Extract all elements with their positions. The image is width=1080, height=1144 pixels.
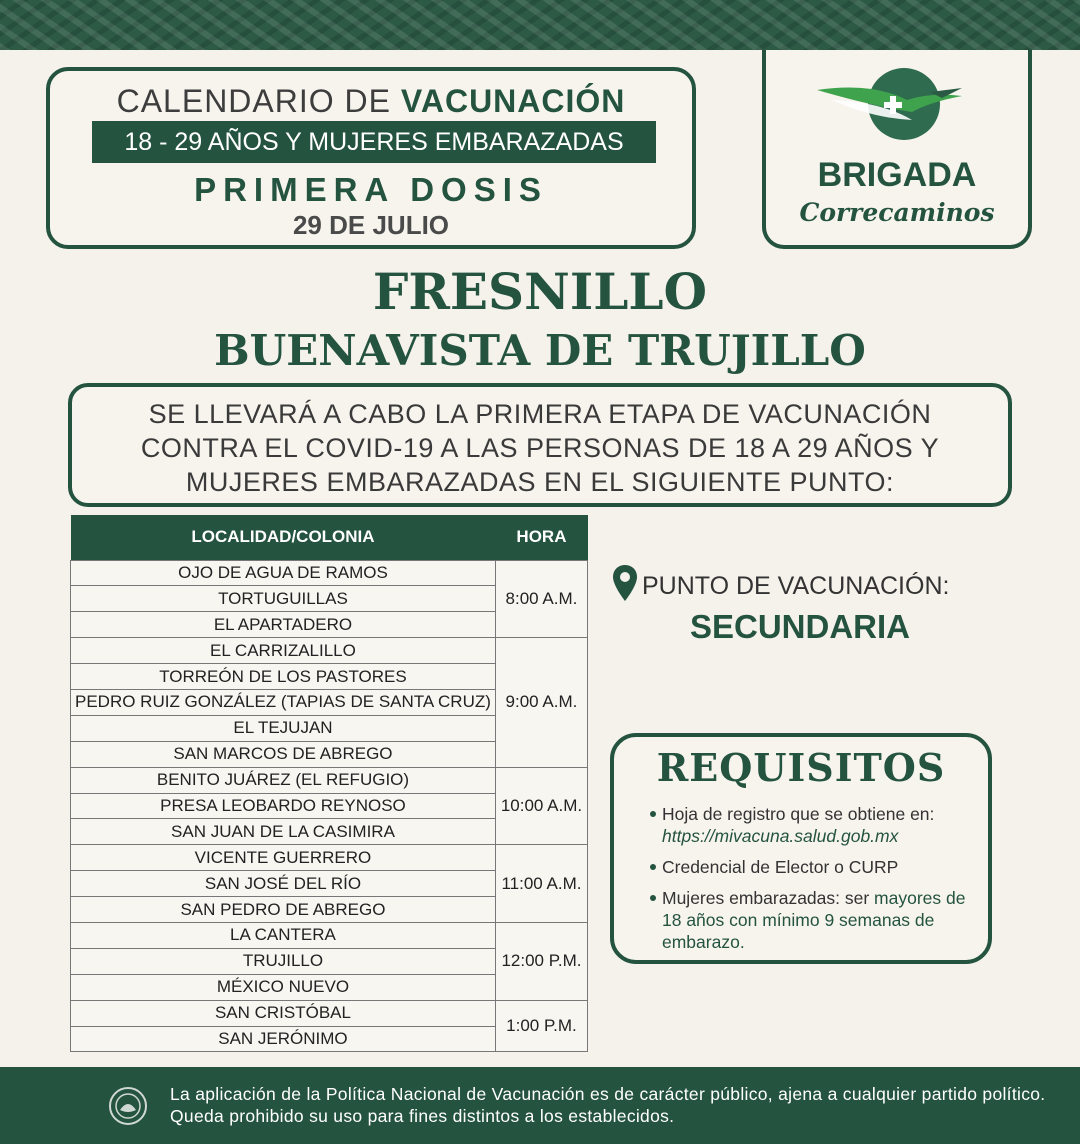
registration-link[interactable]: https://mivacuna.salud.gob.mx — [662, 826, 899, 846]
place-title: BUENAVISTA DE TRUJILLO — [214, 326, 866, 375]
locality-cell: MÉXICO NUEVO — [71, 974, 496, 1000]
locality-cell: TORTUGUILLAS — [71, 586, 496, 612]
vaccination-point-label: PUNTO DE VACUNACIÓN: — [642, 572, 950, 600]
calendar-header-box — [46, 67, 696, 249]
table-row — [71, 560, 588, 586]
time-cell: 9:00 A.M. — [495, 638, 587, 767]
requirement-item: Hoja de registro que se obtiene en: https://mivacuna.salud.gob.mx — [650, 803, 980, 847]
locality-cell: SAN PEDRO DE ABREGO — [71, 897, 496, 923]
vaccination-date: 29 DE JULIO — [292, 210, 450, 240]
time-cell: 10:00 A.M. — [495, 767, 587, 845]
locality-cell: SAN JOSÉ DEL RÍO — [71, 871, 496, 897]
locality-cell: SAN CRISTÓBAL — [71, 1000, 496, 1026]
table-row — [71, 845, 588, 871]
locality-cell: PEDRO RUIZ GONZÁLEZ (TAPIAS DE SANTA CRUZ) — [71, 689, 496, 715]
footer-bar — [0, 1067, 1080, 1144]
table-row — [71, 922, 588, 948]
brigada-name: BRIGADA — [817, 156, 977, 194]
requirement-item: Credencial de Elector o CURP — [650, 856, 980, 878]
location-pin-icon — [612, 564, 638, 602]
footer-disclaimer: La aplicación de la Política Nacional de Vacunación es de carácter público, ajena a cualquier partido político. Queda prohibido su uso para fines distintos a los establecidos. — [170, 1084, 1046, 1126]
column-header-localidad: LOCALIDAD/COLONIA — [71, 515, 496, 560]
time-cell: 11:00 A.M. — [495, 845, 587, 923]
locality-cell: SAN JUAN DE LA CASIMIRA — [71, 819, 496, 845]
locality-cell: TRUJILLO — [71, 948, 496, 974]
dose-label: PRIMERA DOSIS — [194, 171, 548, 208]
locality-cell: VICENTE GUERRERO — [71, 845, 496, 871]
roadrunner-cross-icon — [812, 62, 972, 142]
vaccination-point-value: SECUNDARIA — [689, 608, 910, 645]
brigada-subtitle: Correcaminos — [799, 198, 995, 227]
locality-cell: PRESA LEOBARDO REYNOSO — [71, 793, 496, 819]
time-cell: 8:00 A.M. — [495, 560, 587, 638]
table-row — [71, 767, 588, 793]
locality-cell: OJO DE AGUA DE RAMOS — [71, 560, 496, 586]
column-header-hora: HORA — [495, 515, 587, 560]
locality-cell: SAN JERÓNIMO — [71, 1026, 496, 1052]
requirements-box — [610, 733, 992, 964]
requirements-list — [650, 803, 980, 962]
decorative-top-band — [0, 0, 1080, 50]
locality-cell: TORREÓN DE LOS PASTORES — [71, 664, 496, 690]
locality-cell: EL TEJUJAN — [71, 715, 496, 741]
schedule-table — [70, 515, 588, 1052]
announcement-text: SE LLEVARÁ A CABO LA PRIMERA ETAPA DE VACUNACIÓN CONTRA EL COVID-19 A LAS PERSONAS DE 18 A 29 AÑOS Y MUJERES EMBARAZADAS EN EL SIGUIENTE PUNTO: — [140, 399, 940, 497]
time-cell: 12:00 P.M. — [495, 922, 587, 1000]
locality-cell: SAN MARCOS DE ABREGO — [71, 741, 496, 767]
table-row — [71, 638, 588, 664]
locality-cell: LA CANTERA — [71, 922, 496, 948]
city-title: FRESNILLO — [372, 262, 708, 321]
requirement-item: Mujeres embarazadas: ser mayores de 18 años con mínimo 9 semanas de embarazo. — [650, 887, 980, 953]
time-cell: 1:00 P.M. — [495, 1000, 587, 1052]
age-group-band: 18 - 29 AÑOS Y MUJERES EMBARAZADAS — [92, 121, 656, 163]
mexico-seal-icon — [108, 1086, 148, 1126]
brigada-logo-box — [762, 50, 1032, 249]
locality-cell: EL CARRIZALILLO — [71, 638, 496, 664]
locality-cell: EL APARTADERO — [71, 612, 496, 638]
requirements-title: REQUISITOS — [656, 745, 946, 790]
locality-cell: BENITO JUÁREZ (EL REFUGIO) — [71, 767, 496, 793]
table-row — [71, 1000, 588, 1026]
announcement-box — [68, 383, 1012, 507]
calendar-title: CALENDARIO DE VACUNACIÓN — [116, 83, 626, 119]
